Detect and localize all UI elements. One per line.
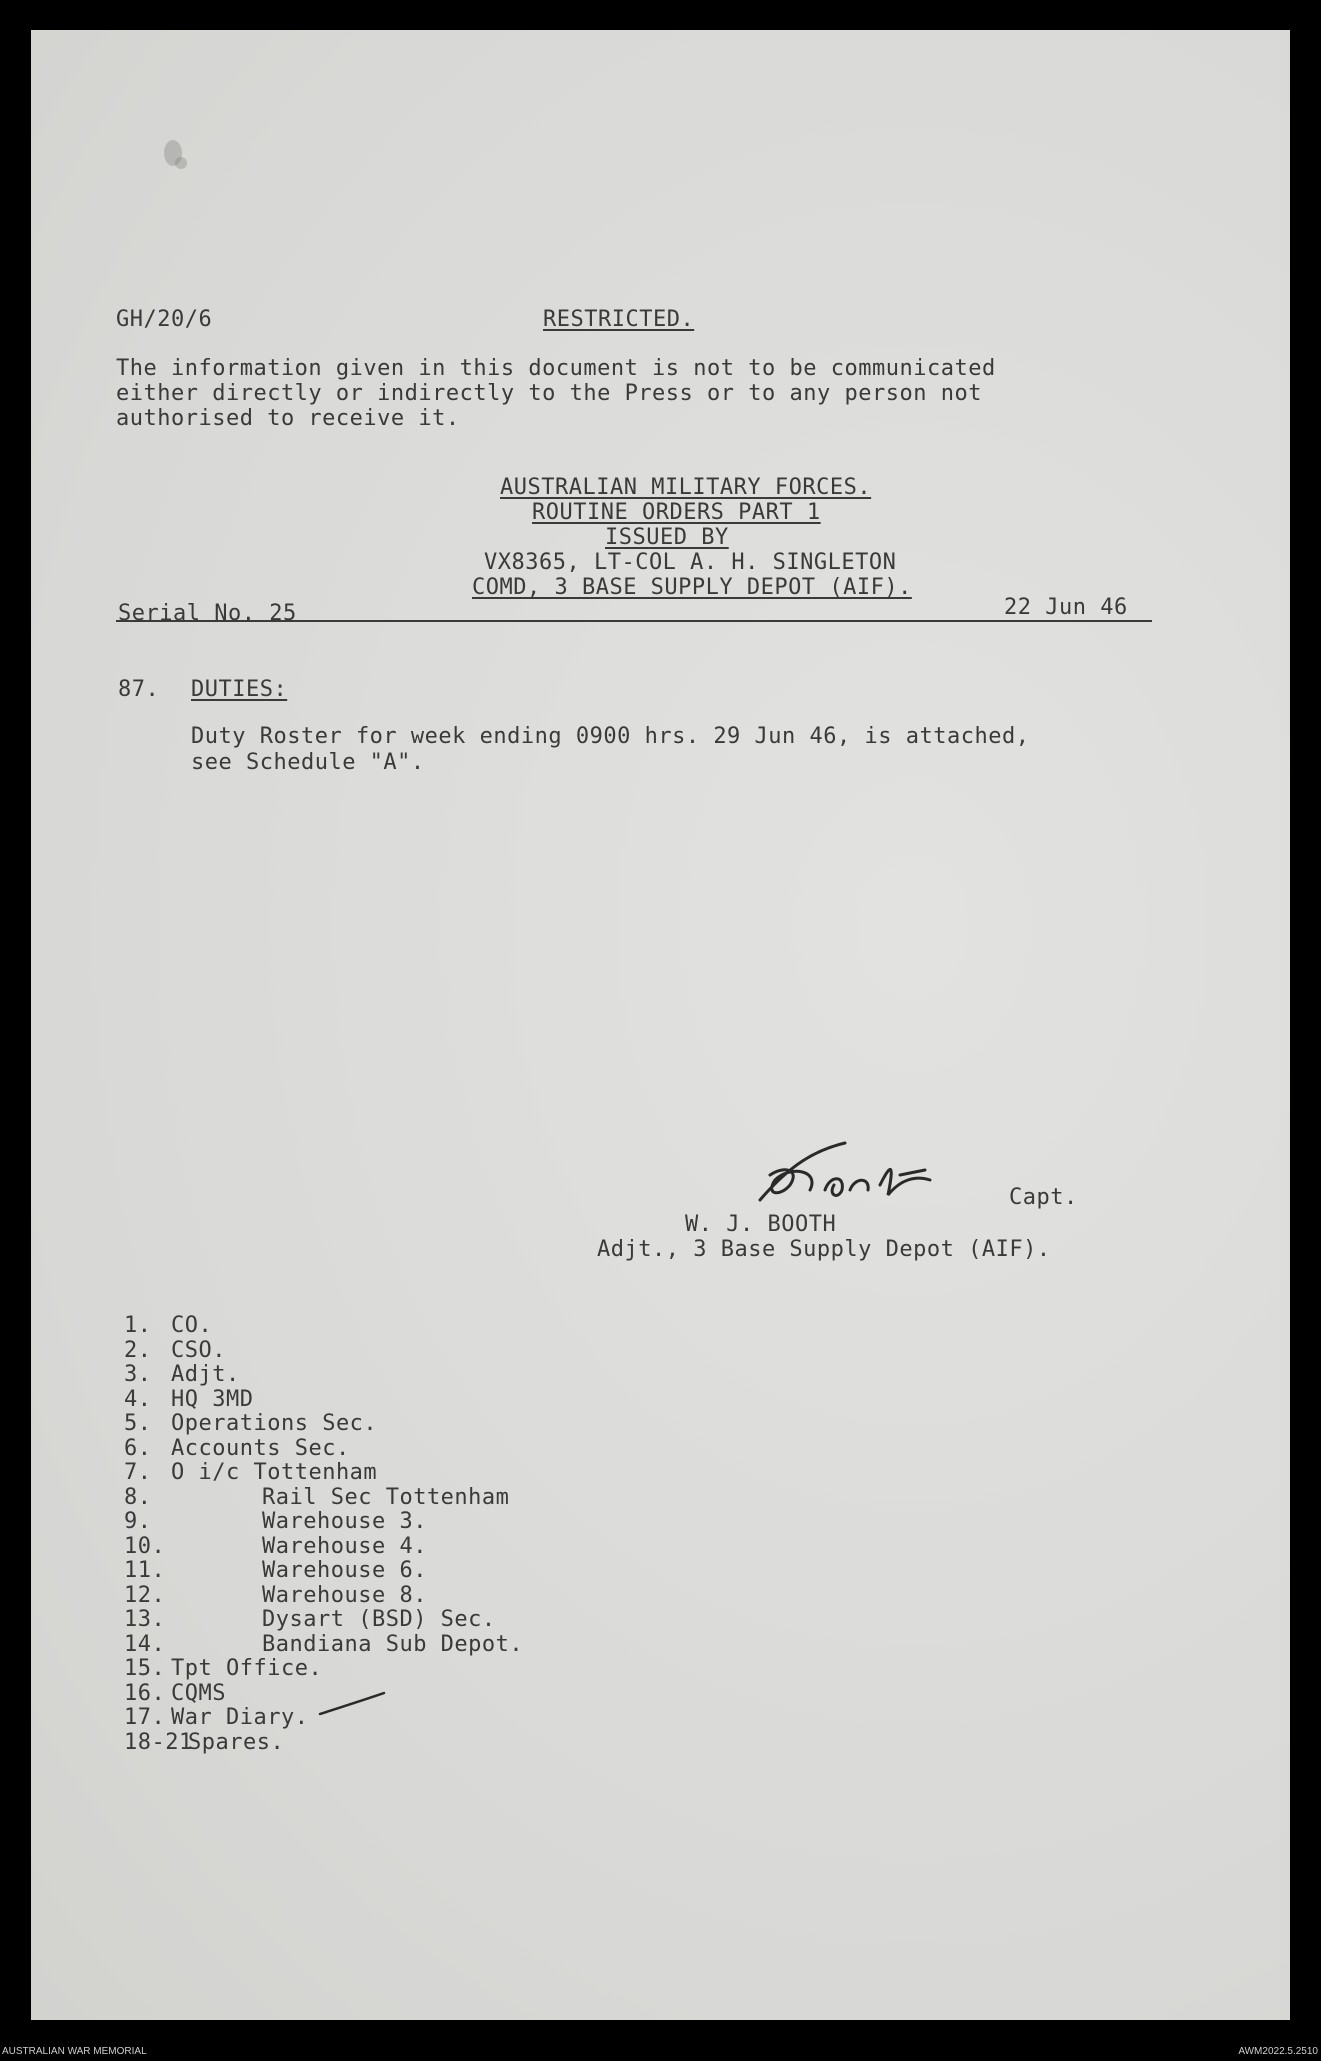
list-item-text: O i/c Tottenham: [171, 1460, 378, 1485]
list-item-text: Spares.: [188, 1729, 285, 1755]
classification: RESTRICTED.: [543, 307, 695, 332]
list-item-number: 17.: [124, 1705, 166, 1730]
footer-archive: AUSTRALIAN WAR MEMORIAL: [2, 2046, 147, 2057]
item-title: DUTIES:: [191, 677, 288, 702]
caveat-line-3: authorised to receive it.: [116, 406, 460, 431]
heading-line-4: VX8365, LT-COL A. H. SINGLETON: [484, 550, 897, 575]
list-item-text: Rail Sec Tottenham: [262, 1484, 510, 1510]
list-item-text: Warehouse 4.: [262, 1533, 427, 1559]
caveat-line-2: either directly or indirectly to the Press or to any person not: [116, 381, 982, 406]
list-item-text: Warehouse 3.: [262, 1509, 427, 1534]
item-body-line-1: Duty Roster for week ending 0900 hrs. 29 Jun 46, is attached,: [191, 724, 1030, 749]
list-item-text: Operations Sec.: [171, 1411, 378, 1436]
heading-line-5: COMD, 3 BASE SUPPLY DEPOT (AIF).: [472, 575, 912, 600]
list-item-text: War Diary.: [171, 1705, 309, 1730]
list-item-text: CO.: [171, 1313, 213, 1338]
list-item-number: 12.: [124, 1582, 166, 1608]
list-item-number: 10.: [124, 1533, 166, 1559]
list-item-text: Tpt Office.: [171, 1656, 323, 1681]
header-rule: [116, 620, 1152, 622]
list-item-number: 13.: [124, 1607, 166, 1632]
list-item-number: 9.: [124, 1509, 152, 1534]
list-item-number: 14.: [124, 1631, 166, 1657]
list-item-text: Warehouse 6.: [262, 1558, 427, 1583]
list-item-text: Warehouse 8.: [262, 1582, 427, 1608]
item-number: 87.: [118, 677, 160, 702]
list-item-number: 7.: [124, 1460, 152, 1485]
list-item-number: 8.: [124, 1484, 152, 1510]
signatory-rank: Capt.: [1009, 1185, 1078, 1210]
item-body-line-2: see Schedule "A".: [191, 750, 425, 775]
footer-accession: AWM2022.5.2510: [1238, 2046, 1318, 2057]
signatory-name: W. J. BOOTH: [685, 1212, 837, 1237]
order-date: 22 Jun 46: [1004, 595, 1128, 620]
caveat-line-1: The information given in this document is not to be communicated: [116, 356, 996, 381]
serial-number: Serial No. 25: [118, 601, 297, 626]
heading-line-2: ROUTINE ORDERS PART 1: [532, 500, 821, 525]
heading-line-1: AUSTRALIAN MILITARY FORCES.: [500, 475, 872, 500]
list-item-number: 3.: [124, 1362, 152, 1387]
list-item-number: 4.: [124, 1386, 152, 1412]
list-item-number: 18-21: [124, 1729, 193, 1755]
list-item-number: 2.: [124, 1337, 152, 1363]
signatory-appointment: Adjt., 3 Base Supply Depot (AIF).: [597, 1237, 1051, 1262]
file-reference: GH/20/6: [116, 307, 213, 332]
list-item-number: 6.: [124, 1435, 152, 1461]
list-item-text: Adjt.: [171, 1362, 240, 1387]
list-item-number: 11.: [124, 1558, 166, 1583]
list-item-text: Accounts Sec.: [171, 1435, 350, 1461]
paper-stain: [175, 157, 187, 169]
list-item-number: 15.: [124, 1656, 166, 1681]
list-item-text: CSO.: [171, 1337, 226, 1363]
list-item-text: Bandiana Sub Depot.: [262, 1631, 524, 1657]
list-item-number: 1.: [124, 1313, 152, 1338]
list-item-number: 16.: [124, 1680, 166, 1706]
list-item-number: 5.: [124, 1411, 152, 1436]
list-item-text: Dysart (BSD) Sec.: [262, 1607, 496, 1632]
tick-mark: [318, 1690, 388, 1720]
heading-line-3: ISSUED BY: [605, 525, 729, 550]
list-item-text: CQMS: [171, 1680, 226, 1706]
list-item-text: HQ 3MD: [171, 1386, 254, 1412]
